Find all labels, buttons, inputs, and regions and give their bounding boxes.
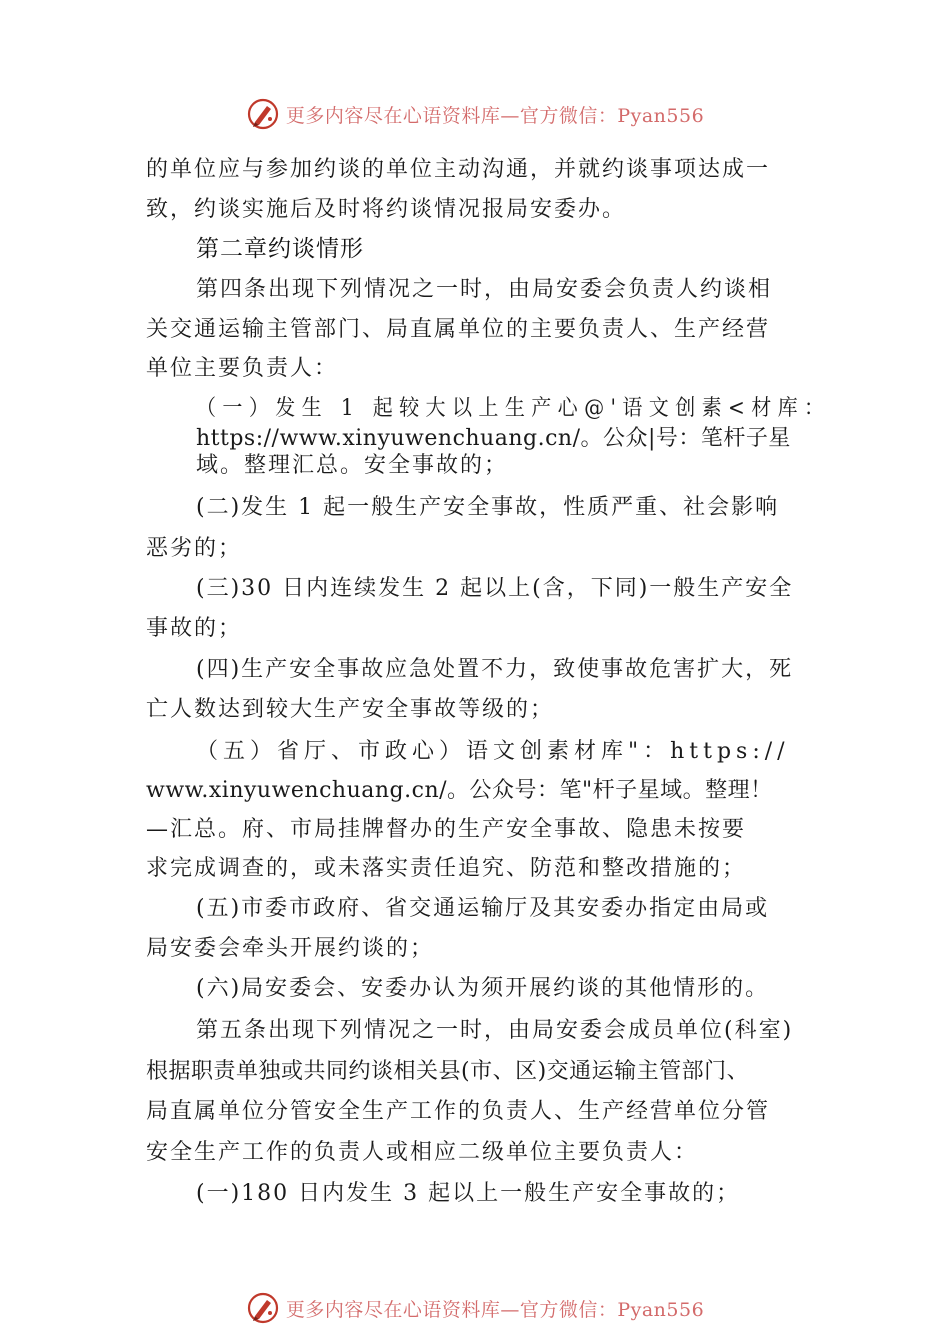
text-line: www.xinyuwenchuang.cn/。公众号：笔"杆子星域。整理！ [146, 778, 773, 803]
text-line: 致，约谈实施后及时将约谈情况报局安委办。 [146, 197, 627, 222]
text-line: (四)生产安全事故应急处置不力，致使事故危害扩大，死 [196, 657, 794, 682]
text-line: 事故的； [146, 616, 243, 641]
text-line: 根据职责单独或共同约谈相关县(市、区)交通运输主管部门、 [146, 1059, 750, 1084]
text-line: 局直属单位分管安全生产工作的负责人、生产经营单位分管 [146, 1099, 771, 1124]
text-line: (二)发生 1 起一般生产安全事故，性质严重、社会影响 [196, 495, 780, 520]
text-line: 单位主要负责人： [146, 356, 339, 381]
text-line: 局安委会牵头开展约谈的； [146, 936, 435, 961]
text-line: https://www.xinyuwenchuang.cn/。公众|号：笔杆子星 [196, 426, 791, 451]
text-line: （五）省厅、市政心）语文创素材库"：https:// [196, 739, 790, 764]
text-line: (一)180 日内发生 3 起以上一般生产安全事故的； [196, 1181, 741, 1206]
text-line: (三)30 日内连续发生 2 起以上(含，下同)一般生产安全 [196, 576, 794, 601]
text-line: 安全生产工作的负责人或相应二级单位主要负责人： [146, 1140, 699, 1165]
text-line: 第五条出现下列情况之一时，由局安委会成员单位(科室) [196, 1018, 794, 1043]
text-line: 求完成调查的，或未落实责任追究、防范和整改措施的； [146, 856, 747, 881]
text-line: 的单位应与参加约谈的单位主动沟通，并就约谈事项达成一 [146, 157, 771, 182]
text-line: 亡人数达到较大生产安全事故等级的； [146, 697, 555, 722]
text-line: (五)市委市政府、省交通运输厅及其安委办指定由局或 [196, 896, 770, 921]
footer-banner [0, 1290, 950, 1326]
text-line: 第四条出现下列情况之一时，由局安委会负责人约谈相 [196, 277, 773, 302]
text-line: (六)局安委会、安委办认为须开展约谈的其他情形的。 [196, 976, 770, 1001]
banner-text: 更多内容尽在心语资料库—官方微信：Pyan556 [285, 1298, 705, 1321]
text-line: 恶劣的； [146, 536, 243, 561]
chapter-heading: 第二章约谈情形 [196, 236, 364, 262]
banner-text: 更多内容尽在心语资料库—官方微信：Pyan556 [285, 104, 705, 127]
text-line: （一）发生 1 起较大以上生产心@'语文创素<材库： [196, 396, 831, 421]
text-line: 关交通运输主管部门、局直属单位的主要负责人、生产经营 [146, 317, 771, 342]
pen-logo-icon [246, 1291, 280, 1325]
text-line: 域。整理汇总。安全事故的； [196, 453, 509, 478]
text-line: —汇总。府、市局挂牌督办的生产安全事故、隐患未按要 [146, 817, 747, 842]
